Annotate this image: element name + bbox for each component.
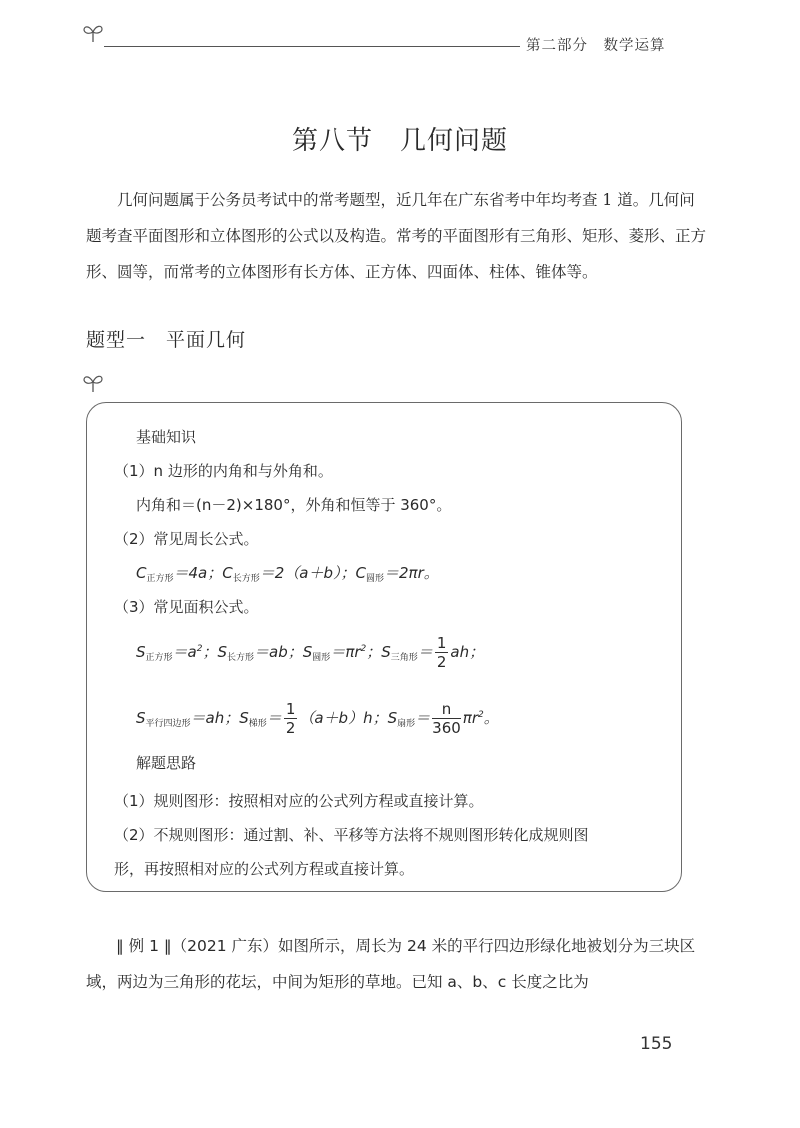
separator: ； xyxy=(202,643,218,661)
fraction-numerator: n xyxy=(432,700,461,719)
item-area: （3）常见面积公式。 xyxy=(114,598,259,616)
intro-text: 几何问题属于公务员考试中的常考题型，近几年在广东省考中年均考查 1 道。几何问题考查平面图形和立体图形的公式以及构造。常考的平面图形有三角形、矩形、菱形、正方形、圆等，而常考的立体图形有长方体、正方体、四面体、柱体、锥体等。 xyxy=(86,191,707,281)
sprout-icon xyxy=(82,372,104,394)
area-formulas-2 xyxy=(136,700,499,737)
area-formulas-1 xyxy=(136,634,484,671)
trapezoid-area-tail: （a＋b）h； xyxy=(299,709,388,727)
running-title: 第二部分 数学运算 xyxy=(526,38,666,54)
intro-paragraph xyxy=(86,182,706,290)
basic-knowledge-title: 基础知识 xyxy=(136,428,197,446)
square-exponent: 2 xyxy=(196,644,203,654)
method-regular: （1）规则图形：按照相对应的公式列方程或直接计算。 xyxy=(114,792,484,810)
area-symbol: S xyxy=(217,643,228,661)
sector-subscript: 扇形 xyxy=(397,719,416,729)
sprout-icon xyxy=(82,22,104,44)
sentence-end: 。 xyxy=(483,709,499,727)
example-text: （2021 广东）如图所示，周长为 24 米的平行四边形绿化地被划分为三块区域，两边为三角形的花坛，中间为矩形的草地。已知 a、b、c 长度之比为 xyxy=(86,937,696,991)
half-fraction xyxy=(284,700,298,737)
angle-sum-formula: 内角和＝(n－2)×180°，外角和恒等于 360°。 xyxy=(136,496,452,514)
triangle-subscript: 三角形 xyxy=(390,653,418,663)
fraction-denominator: 2 xyxy=(436,653,447,671)
sector-fraction xyxy=(432,700,461,737)
parallelogram-subscript: 平行四边形 xyxy=(145,719,191,729)
parallelogram-area-rhs: ＝ah； xyxy=(190,709,240,727)
half-fraction xyxy=(435,634,449,671)
area-symbol: S xyxy=(136,709,146,727)
type-heading: 题型一 平面几何 xyxy=(86,329,247,351)
rectangle-perimeter-rhs: ＝2（a＋b）； xyxy=(259,564,356,582)
circle-area-rhs: ＝πr xyxy=(330,643,361,661)
circle-perimeter-rhs: ＝2πr。 xyxy=(384,564,439,582)
area-symbol: S xyxy=(381,643,391,661)
separator: ； xyxy=(366,643,382,661)
area-symbol: S xyxy=(136,643,146,661)
rectangle-area-rhs: ＝ab； xyxy=(254,643,303,661)
fraction-denominator: 2 xyxy=(285,719,296,737)
example-label: ‖ 例 1 ‖ xyxy=(116,937,172,955)
method-title: 解题思路 xyxy=(136,754,197,772)
section-title: 第八节 几何问题 xyxy=(291,126,508,156)
fraction-numerator: 1 xyxy=(285,700,296,718)
sector-equals: ＝ xyxy=(415,709,431,727)
item-perimeter: （2）常见周长公式。 xyxy=(114,530,259,548)
example-paragraph xyxy=(86,928,706,1000)
trapezoid-subscript: 梯形 xyxy=(248,719,267,729)
circle-subscript: 圆形 xyxy=(366,574,385,584)
sector-exponent: 2 xyxy=(478,710,484,720)
area-symbol: S xyxy=(239,709,249,727)
area-symbol: S xyxy=(387,709,398,727)
trapezoid-equals: ＝ xyxy=(266,709,282,727)
method-irregular-line2: 形，再按照相对应的公式列方程或直接计算。 xyxy=(114,860,415,878)
item-polygon-angles: （1）n 边形的内角和与外角和。 xyxy=(114,462,333,480)
page-number: 155 xyxy=(640,1034,673,1054)
circle-subscript: 圆形 xyxy=(312,653,331,663)
circle-exponent: 2 xyxy=(360,644,367,654)
perimeter-symbol: C xyxy=(136,564,147,582)
header-rule xyxy=(104,46,520,47)
perimeter-symbol: C xyxy=(222,564,233,582)
area-symbol: S xyxy=(302,643,313,661)
perimeter-formulas xyxy=(136,562,439,584)
method-irregular-line1: （2）不规则图形：通过割、补、平移等方法将不规则图形转化成规则图 xyxy=(114,826,589,844)
triangle-area-tail: ah； xyxy=(450,643,485,661)
fraction-denominator: 360 xyxy=(432,719,461,737)
square-area-rhs: ＝a xyxy=(172,643,197,661)
rectangle-subscript: 长方形 xyxy=(227,653,255,663)
perimeter-symbol: C xyxy=(355,564,366,582)
triangle-equals: ＝ xyxy=(417,643,433,661)
sector-area-tail: πr xyxy=(462,709,478,727)
square-subscript: 正方形 xyxy=(146,574,174,584)
square-perimeter-rhs: ＝4a； xyxy=(173,564,223,582)
rectangle-subscript: 长方形 xyxy=(232,574,260,584)
fraction-numerator: 1 xyxy=(436,634,447,652)
square-subscript: 正方形 xyxy=(145,653,173,663)
